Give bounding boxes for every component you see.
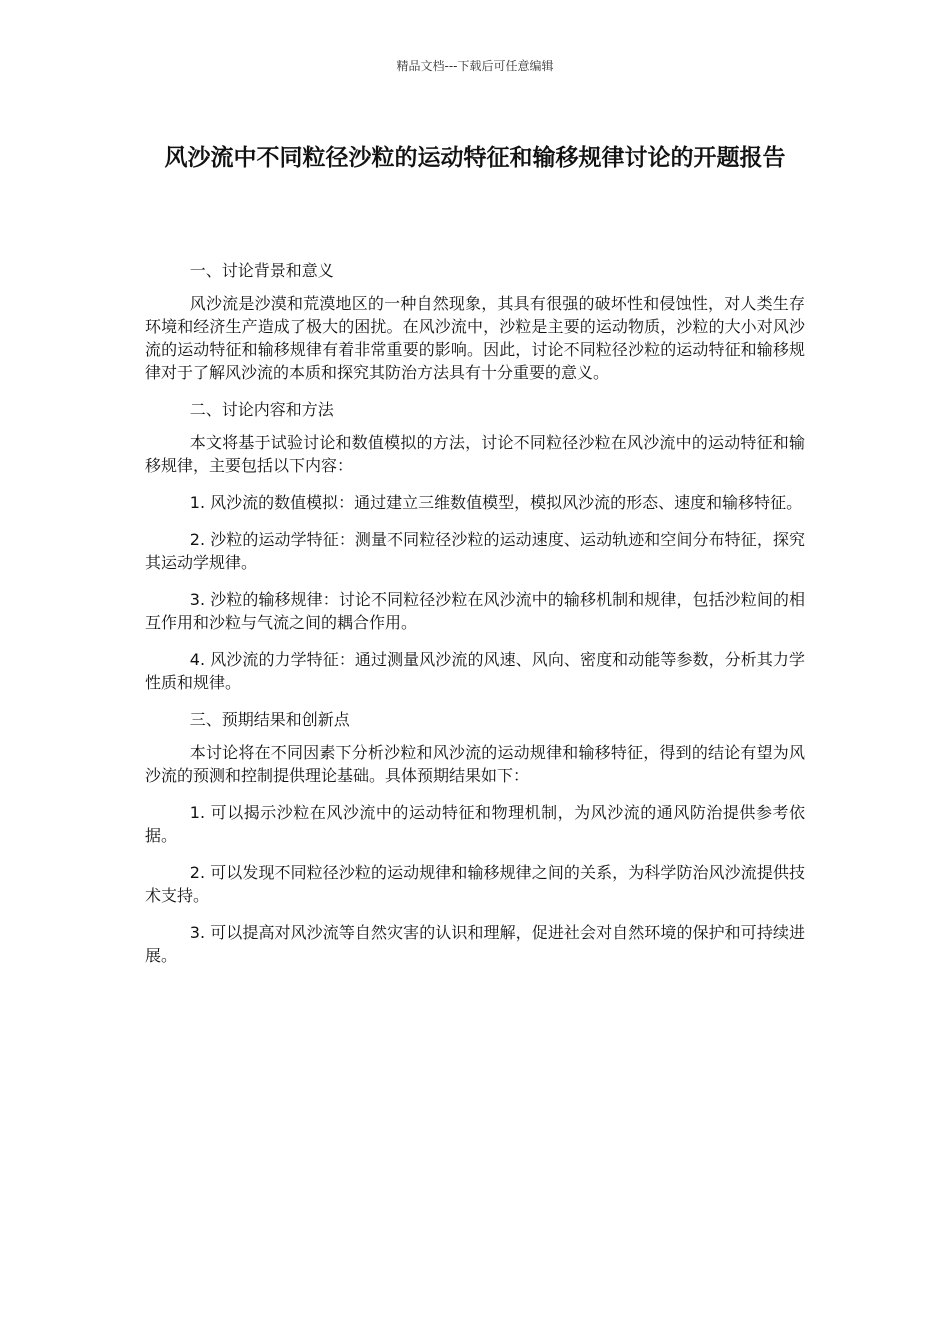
paragraph-background: 风沙流是沙漠和荒漠地区的一种自然现象，其具有很强的破坏性和侵蚀性，对人类生存环境和经济生产造成了极大的困扰。在风沙流中，沙粒是主要的运动物质，沙粒的大小对风沙流的运动特征和输移规律有着非常重要的影响。因此，讨论不同粒径沙粒的运动特征和输移规律对于了解风沙流的本质和探究其防治方法具有十分重要的意义。 (145, 294, 805, 382)
list-item-result-awareness: 3. 可以提高对风沙流等自然灾害的认识和理解，促进社会对自然环境的保护和可持续进展。 (145, 923, 805, 965)
section-heading-content-method: 二、讨论内容和方法 (189, 400, 334, 419)
section-heading-background: 一、讨论背景和意义 (189, 261, 334, 280)
section-heading-expected-results: 三、预期结果和创新点 (189, 710, 350, 729)
list-item-result-mechanism: 1. 可以揭示沙粒在风沙流中的运动特征和物理机制，为风沙流的通风防治提供参考依据。 (145, 803, 805, 845)
list-item-numerical-simulation: 1. 风沙流的数值模拟：通过建立三维数值模型，模拟风沙流的形态、速度和输移特征。 (189, 493, 803, 512)
list-item-transport-rules: 3. 沙粒的输移规律：讨论不同粒径沙粒在风沙流中的输移机制和规律，包括沙粒间的相互作用和沙粒与气流之间的耦合作用。 (145, 590, 805, 632)
list-item-mechanical-features: 4. 风沙流的力学特征：通过测量风沙流的风速、风向、密度和动能等参数，分析其力学性质和规律。 (145, 650, 805, 692)
header-note: 精品文档---下载后可任意编辑 (396, 59, 554, 73)
document-title: 风沙流中不同粒径沙粒的运动特征和输移规律讨论的开题报告 (164, 145, 786, 171)
document-body (145, 259, 805, 981)
list-item-result-relationship: 2. 可以发现不同粒径沙粒的运动规律和输移规律之间的关系，为科学防治风沙流提供技术支持。 (145, 863, 805, 905)
paragraph-expected-intro: 本讨论将在不同因素下分析沙粒和风沙流的运动规律和输移特征，得到的结论有望为风沙流的预测和控制提供理论基础。具体预期结果如下： (145, 743, 805, 785)
paragraph-content-intro: 本文将基于试验讨论和数值模拟的方法，讨论不同粒径沙粒在风沙流中的运动特征和输移规律，主要包括以下内容： (145, 433, 805, 475)
list-item-kinematic-features: 2. 沙粒的运动学特征：测量不同粒径沙粒的运动速度、运动轨迹和空间分布特征，探究其运动学规律。 (145, 530, 805, 572)
